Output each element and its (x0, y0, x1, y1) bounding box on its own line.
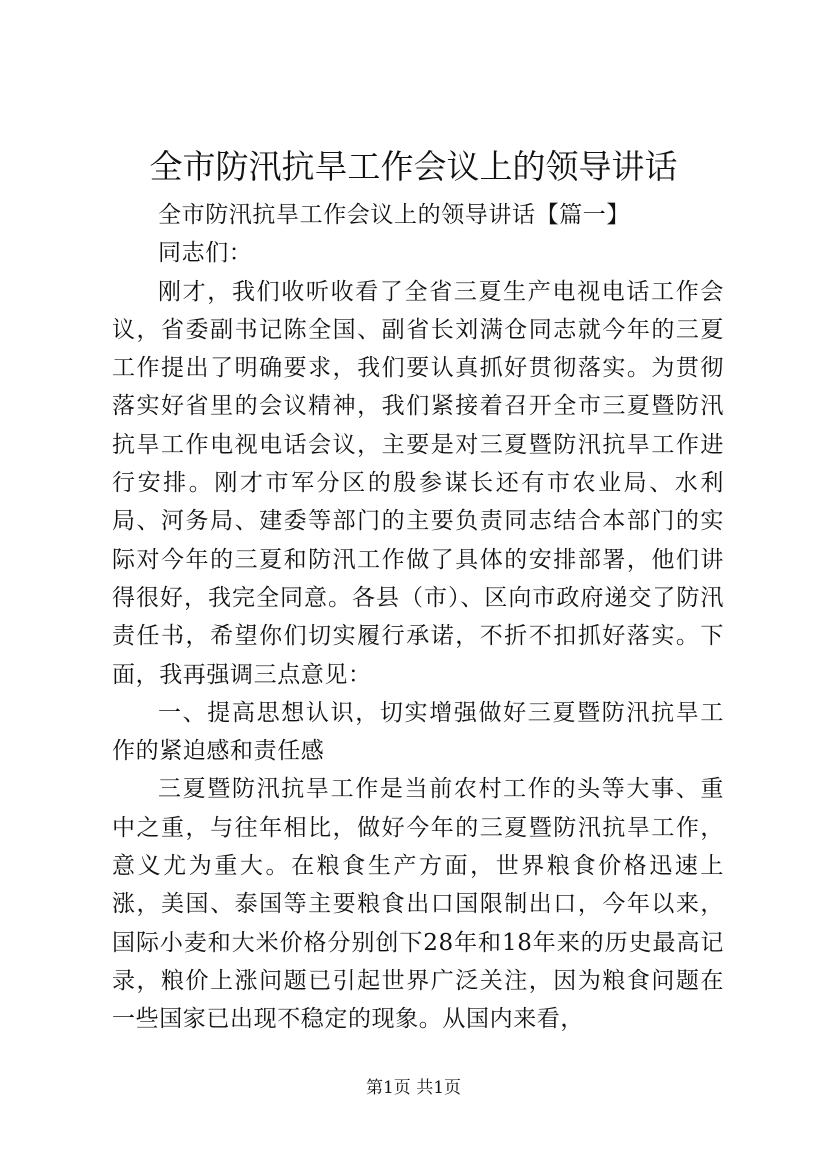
paragraph-opening: 刚才，我们收听收看了全省三夏生产电视电话工作会议，省委副书记陈全国、副省长刘满仓同志就今年的三夏工作提出了明确要求，我们要认真抓好贯彻落实。为贯彻落实好省里的会议精神，我们紧接着召开全市三夏暨防汛抗旱工作电视电话会议，主要是对三夏暨防汛抗旱工作进行安排。刚才市军分区的殷参谋长还有市农业局、水利局、河务局、建委等部门的主要负责同志结合本部门的实际对今年的三夏和防汛工作做了具体的安排部署，他们讲得很好，我完全同意。各县（市）、区向市政府递交了防汛责任书，希望你们切实履行承诺，不折不扣抓好落实。下面，我再强调三点意见： (112, 278, 724, 688)
document-subtitle: 全市防汛抗旱工作会议上的领导讲话【篇一】 (158, 202, 630, 228)
paragraph-section-1: 三夏暨防汛抗旱工作是当前农村工作的头等大事、重中之重，与往年相比，做好今年的三夏暨防汛抗旱工作，意义尤为重大。在粮食生产方面，世界粮食价格迅速上涨，美国、泰国等主要粮食出口国限制出口，今年以来，国际小麦和大米价格分别创下28年和18年来的历史最高记录，粮价上涨问题已引起世界广泛关注，因为粮食问题在一些国家已出现不稳定的现象。从国内来看， (112, 776, 724, 1033)
document-title: 全市防汛抗旱工作会议上的领导讲话 (149, 147, 678, 186)
salutation: 同志们： (158, 240, 253, 267)
section-heading-1: 一、提高思想认识，切实增强做好三夏暨防汛抗旱工作的紧迫感和责任感 (112, 699, 724, 765)
document-body (112, 196, 724, 1039)
page-footer: 第1页 共1页 (365, 1078, 462, 1098)
